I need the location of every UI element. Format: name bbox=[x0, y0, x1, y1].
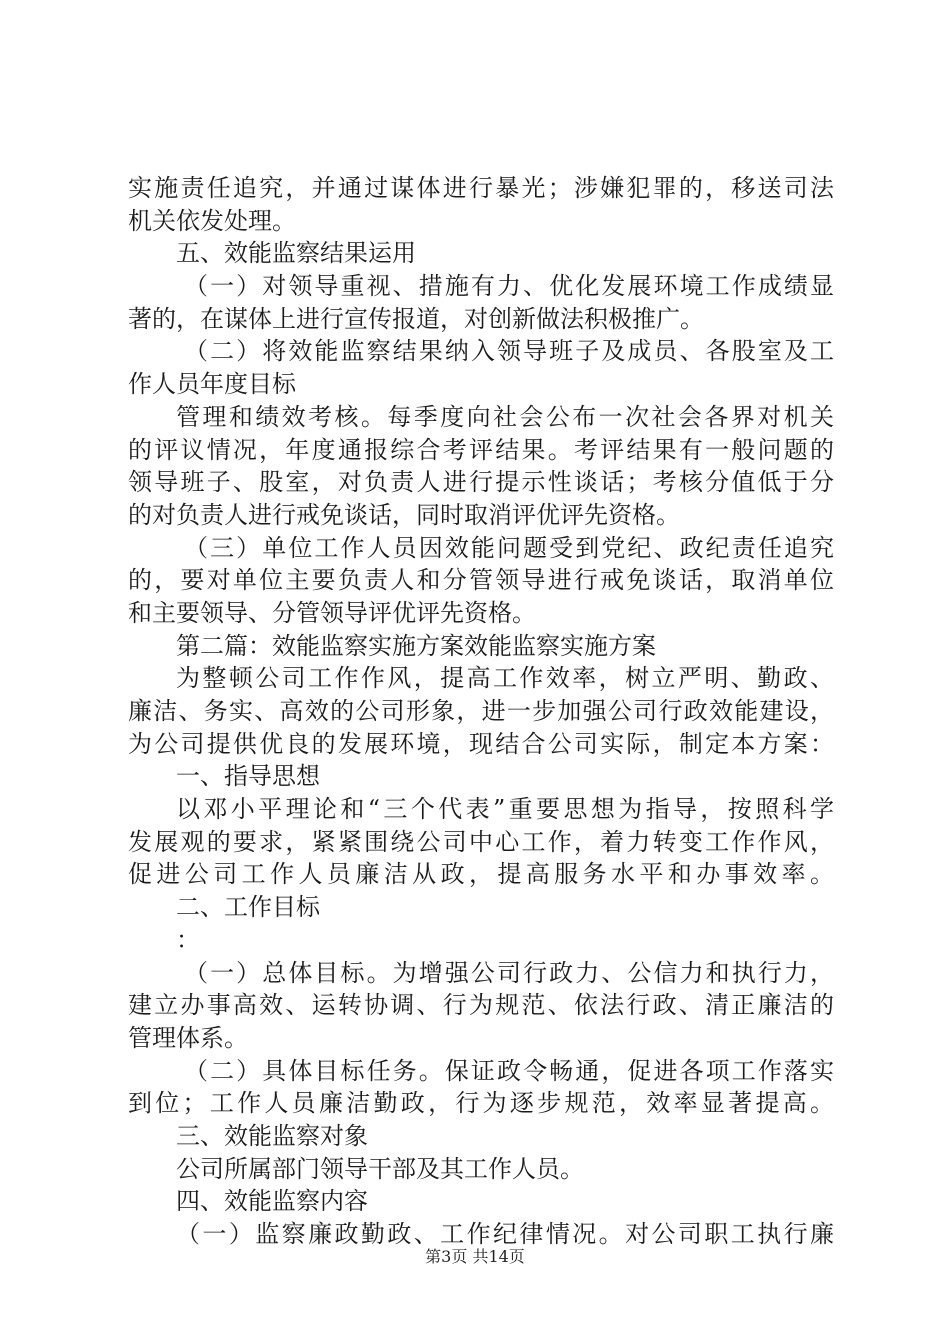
chapter-heading: 第二篇：效能监察实施方案效能监察实施方案 bbox=[176, 631, 656, 660]
text-line: 著的，在谋体上进行宣传报道，对创新做法积极推广。 bbox=[128, 304, 704, 333]
text-line: （一）对领导重视、措施有力、优化发展环境工作成绩显 bbox=[184, 272, 834, 301]
text-line: 实施责任追究，并通过谋体进行暴光；涉嫌犯罪的，移送司法 bbox=[128, 174, 834, 202]
text-line: 管理体系。 bbox=[128, 1023, 248, 1052]
section-heading: 五、效能监察结果运用 bbox=[176, 239, 416, 268]
text-line: 管理和绩效考核。每季度向社会公布一次社会各界对机关 bbox=[176, 402, 834, 431]
text-line: 廉洁、务实、高效的公司形象，进一步加强公司行政效能建设， bbox=[128, 697, 834, 725]
text-line: （二）具体目标任务。保证政令畅通，促进各项工作落实 bbox=[184, 1056, 834, 1085]
section-heading: 二、工作目标 bbox=[176, 893, 320, 922]
text-line: 机关依发处理。 bbox=[128, 206, 296, 235]
text-line: （一）总体目标。为增强公司行政力、公信力和执行力， bbox=[184, 958, 834, 987]
section-heading: 四、效能监察内容 bbox=[176, 1187, 368, 1216]
text-line: 到位；工作人员廉洁勤政，行为逐步规范，效率显著提高。 bbox=[128, 1089, 834, 1118]
text-line: ： bbox=[176, 925, 200, 954]
text-line: 的对负责人进行戒免谈话，同时取消评优评先资格。 bbox=[128, 500, 680, 529]
text-line: 的评议情况，年度通报综合考评结果。考评结果有一般问题的 bbox=[128, 435, 834, 464]
section-heading: 一、指导思想 bbox=[176, 762, 320, 791]
text-line: （一）监察廉政勤政、工作纪律情况。对公司职工执行廉 bbox=[176, 1220, 834, 1248]
text-line: 建立办事高效、运转协调、行为规范、依法行政、清正廉洁的 bbox=[128, 991, 834, 1020]
page-number-footer: 第3页 共14页 bbox=[425, 1247, 525, 1266]
text-line: 和主要领导、分管领导评优评先资格。 bbox=[128, 598, 536, 627]
text-line: 发展观的要求，紧紧围绕公司中心工作，着力转变工作作风， bbox=[128, 827, 834, 856]
text-line: 为公司提供优良的发展环境，现结合公司实际，制定本方案： bbox=[128, 729, 834, 758]
text-line: 为整顿公司工作作风，提高工作效率，树立严明、勤政、 bbox=[176, 664, 834, 693]
text-line: 的，要对单位主要负责人和分管领导进行戒免谈话，取消单位 bbox=[128, 566, 834, 595]
text-line: （三）单位工作人员因效能问题受到党纪、政纪责任追究 bbox=[184, 533, 834, 562]
section-heading: 三、效能监察对象 bbox=[176, 1121, 368, 1150]
document-body bbox=[128, 172, 834, 1251]
text-line: 促进公司工作人员廉洁从政，提高服务水平和办事效率。 bbox=[128, 860, 834, 889]
text-line: 作人员年度目标 bbox=[128, 370, 296, 399]
text-line: 公司所属部门领导干部及其工作人员。 bbox=[176, 1154, 584, 1183]
text-line: （二）将效能监察结果纳入领导班子及成员、各股室及工 bbox=[184, 337, 834, 366]
text-line: 以邓小平理论和“三个代表”重要思想为指导，按照科学 bbox=[176, 795, 834, 824]
text-line: 领导班子、股室，对负责人进行提示性谈话；考核分值低于分 bbox=[128, 468, 834, 497]
